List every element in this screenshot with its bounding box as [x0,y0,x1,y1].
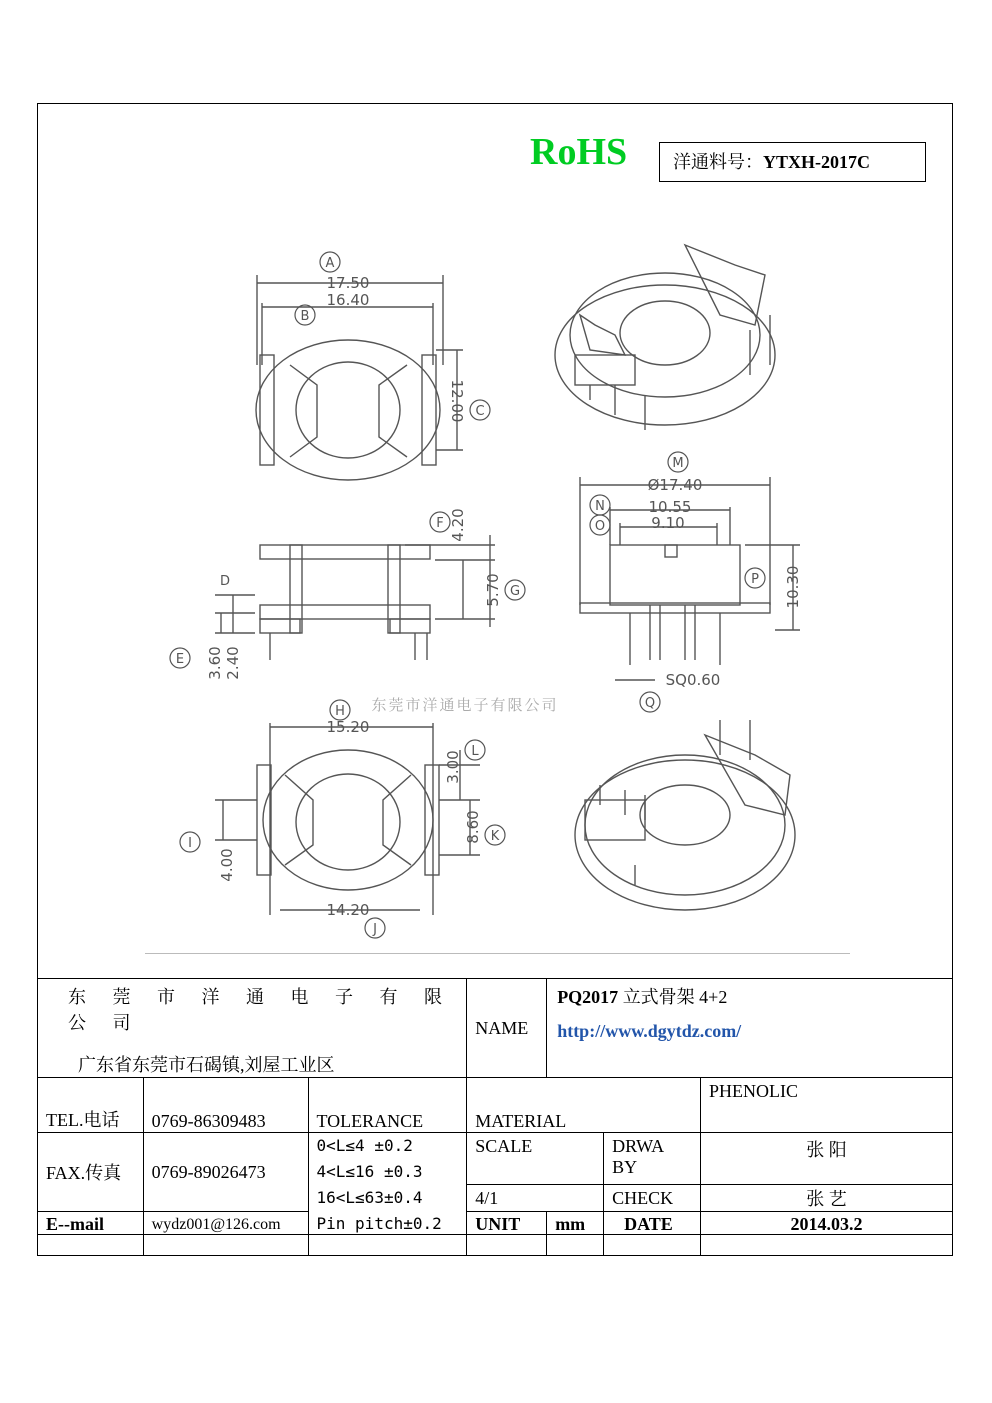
website-link[interactable]: http://www.dgytdz.com/ [557,1021,742,1041]
letter-l: L [471,744,479,759]
dim-m: Ø17.40 [647,476,703,494]
part-number: YTXH-2017C [763,152,870,172]
letter-g: G [509,584,521,599]
part-number-box [659,142,926,182]
dim-c: 12.00 [448,379,466,423]
tolerance-label: TOLERANCE [308,1078,467,1133]
fax-label: FAX.传真 [38,1133,144,1212]
drawn-by: 张 阳 [700,1133,952,1185]
letter-b: B [300,309,310,324]
product-desc: 立式骨架 4+2 [622,987,728,1007]
company-name: 东 莞 市 洋 通 电 子 有 限 公 司 [68,987,453,1033]
title-block [37,978,953,1256]
email-value[interactable]: wydz001@126.com [143,1212,308,1256]
material-label: MATERIAL [467,1078,701,1133]
iso-view-bottom [575,720,795,910]
product-title [557,983,944,1009]
letter-j: J [373,922,377,937]
iso-view-top [555,245,775,430]
scale-label: SCALE [467,1133,604,1185]
company-cell [38,979,467,1078]
dim-p: 10.30 [784,565,802,609]
letter-n: N [595,499,605,514]
dim-k: 8.60 [464,810,482,844]
dim-o: 9.10 [651,514,685,532]
tolerance-1: 0<L≤4 ±0.2 [316,1136,413,1155]
fax-value: 0769-89026473 [143,1133,308,1212]
dim-h: 15.20 [326,718,370,736]
dim-i: 4.00 [218,848,236,882]
dim-b: 16.40 [326,291,370,309]
tolerance-values [308,1133,467,1256]
dim-f: 4.20 [449,508,467,542]
date-label: DATE [604,1212,701,1256]
drawing-divider [145,953,850,954]
name-label: NAME [467,979,547,1078]
name-cell [547,979,953,1078]
dim-l: 3.00 [444,750,462,784]
unit-label: UNIT [467,1212,547,1256]
checked-by: 张 艺 [700,1185,952,1212]
dim-e2: 2.40 [224,646,242,680]
tolerance-4: Pin pitch±0.2 [316,1214,442,1233]
material-value: PHENOLIC [700,1078,952,1133]
letter-f: F [436,516,444,531]
tel-label: TEL.电话 [38,1078,144,1133]
date-value: 2014.03.2 [700,1212,952,1256]
dim-g: 5.70 [484,573,502,607]
technical-drawing [145,215,850,955]
letter-a: A [325,256,335,271]
tolerance-2: 4<L≤16 ±0.3 [316,1162,423,1181]
scale-value: 4/1 [467,1185,604,1212]
email-label: E--mail [38,1212,144,1256]
watermark: 东莞市洋通电子有限公司 [371,696,559,714]
letter-c: C [475,404,485,419]
rohs-mark: RoHS [530,131,628,173]
letter-i: I [188,836,192,851]
side-view-left [215,535,495,660]
letter-k: K [490,829,500,844]
letter-p: P [751,572,759,587]
tolerance-3: 16<L≤63±0.4 [316,1188,423,1207]
unit-value: mm [547,1212,604,1256]
letter-e: E [175,652,185,667]
dim-q: SQ0.60 [665,671,721,689]
company-address: 广东省东莞市石碣镇,刘屋工业区 [78,1055,335,1075]
tel-value: 0769-86309483 [143,1078,308,1133]
letter-m: M [672,456,684,471]
product-name: PQ2017 [557,987,619,1007]
letter-h: H [335,704,345,719]
bottom-view [215,723,480,915]
dim-a: 17.50 [326,274,370,292]
dim-n: 10.55 [648,498,692,516]
letter-q: Q [644,696,656,711]
letter-o: O [594,519,606,534]
letter-d: D [219,574,231,589]
dim-e1: 3.60 [206,646,224,680]
part-label: 洋通料号： [673,152,763,172]
drawn-label: DRWA BY [604,1133,701,1185]
check-label: CHECK [604,1185,701,1212]
dim-j: 14.20 [326,901,370,919]
